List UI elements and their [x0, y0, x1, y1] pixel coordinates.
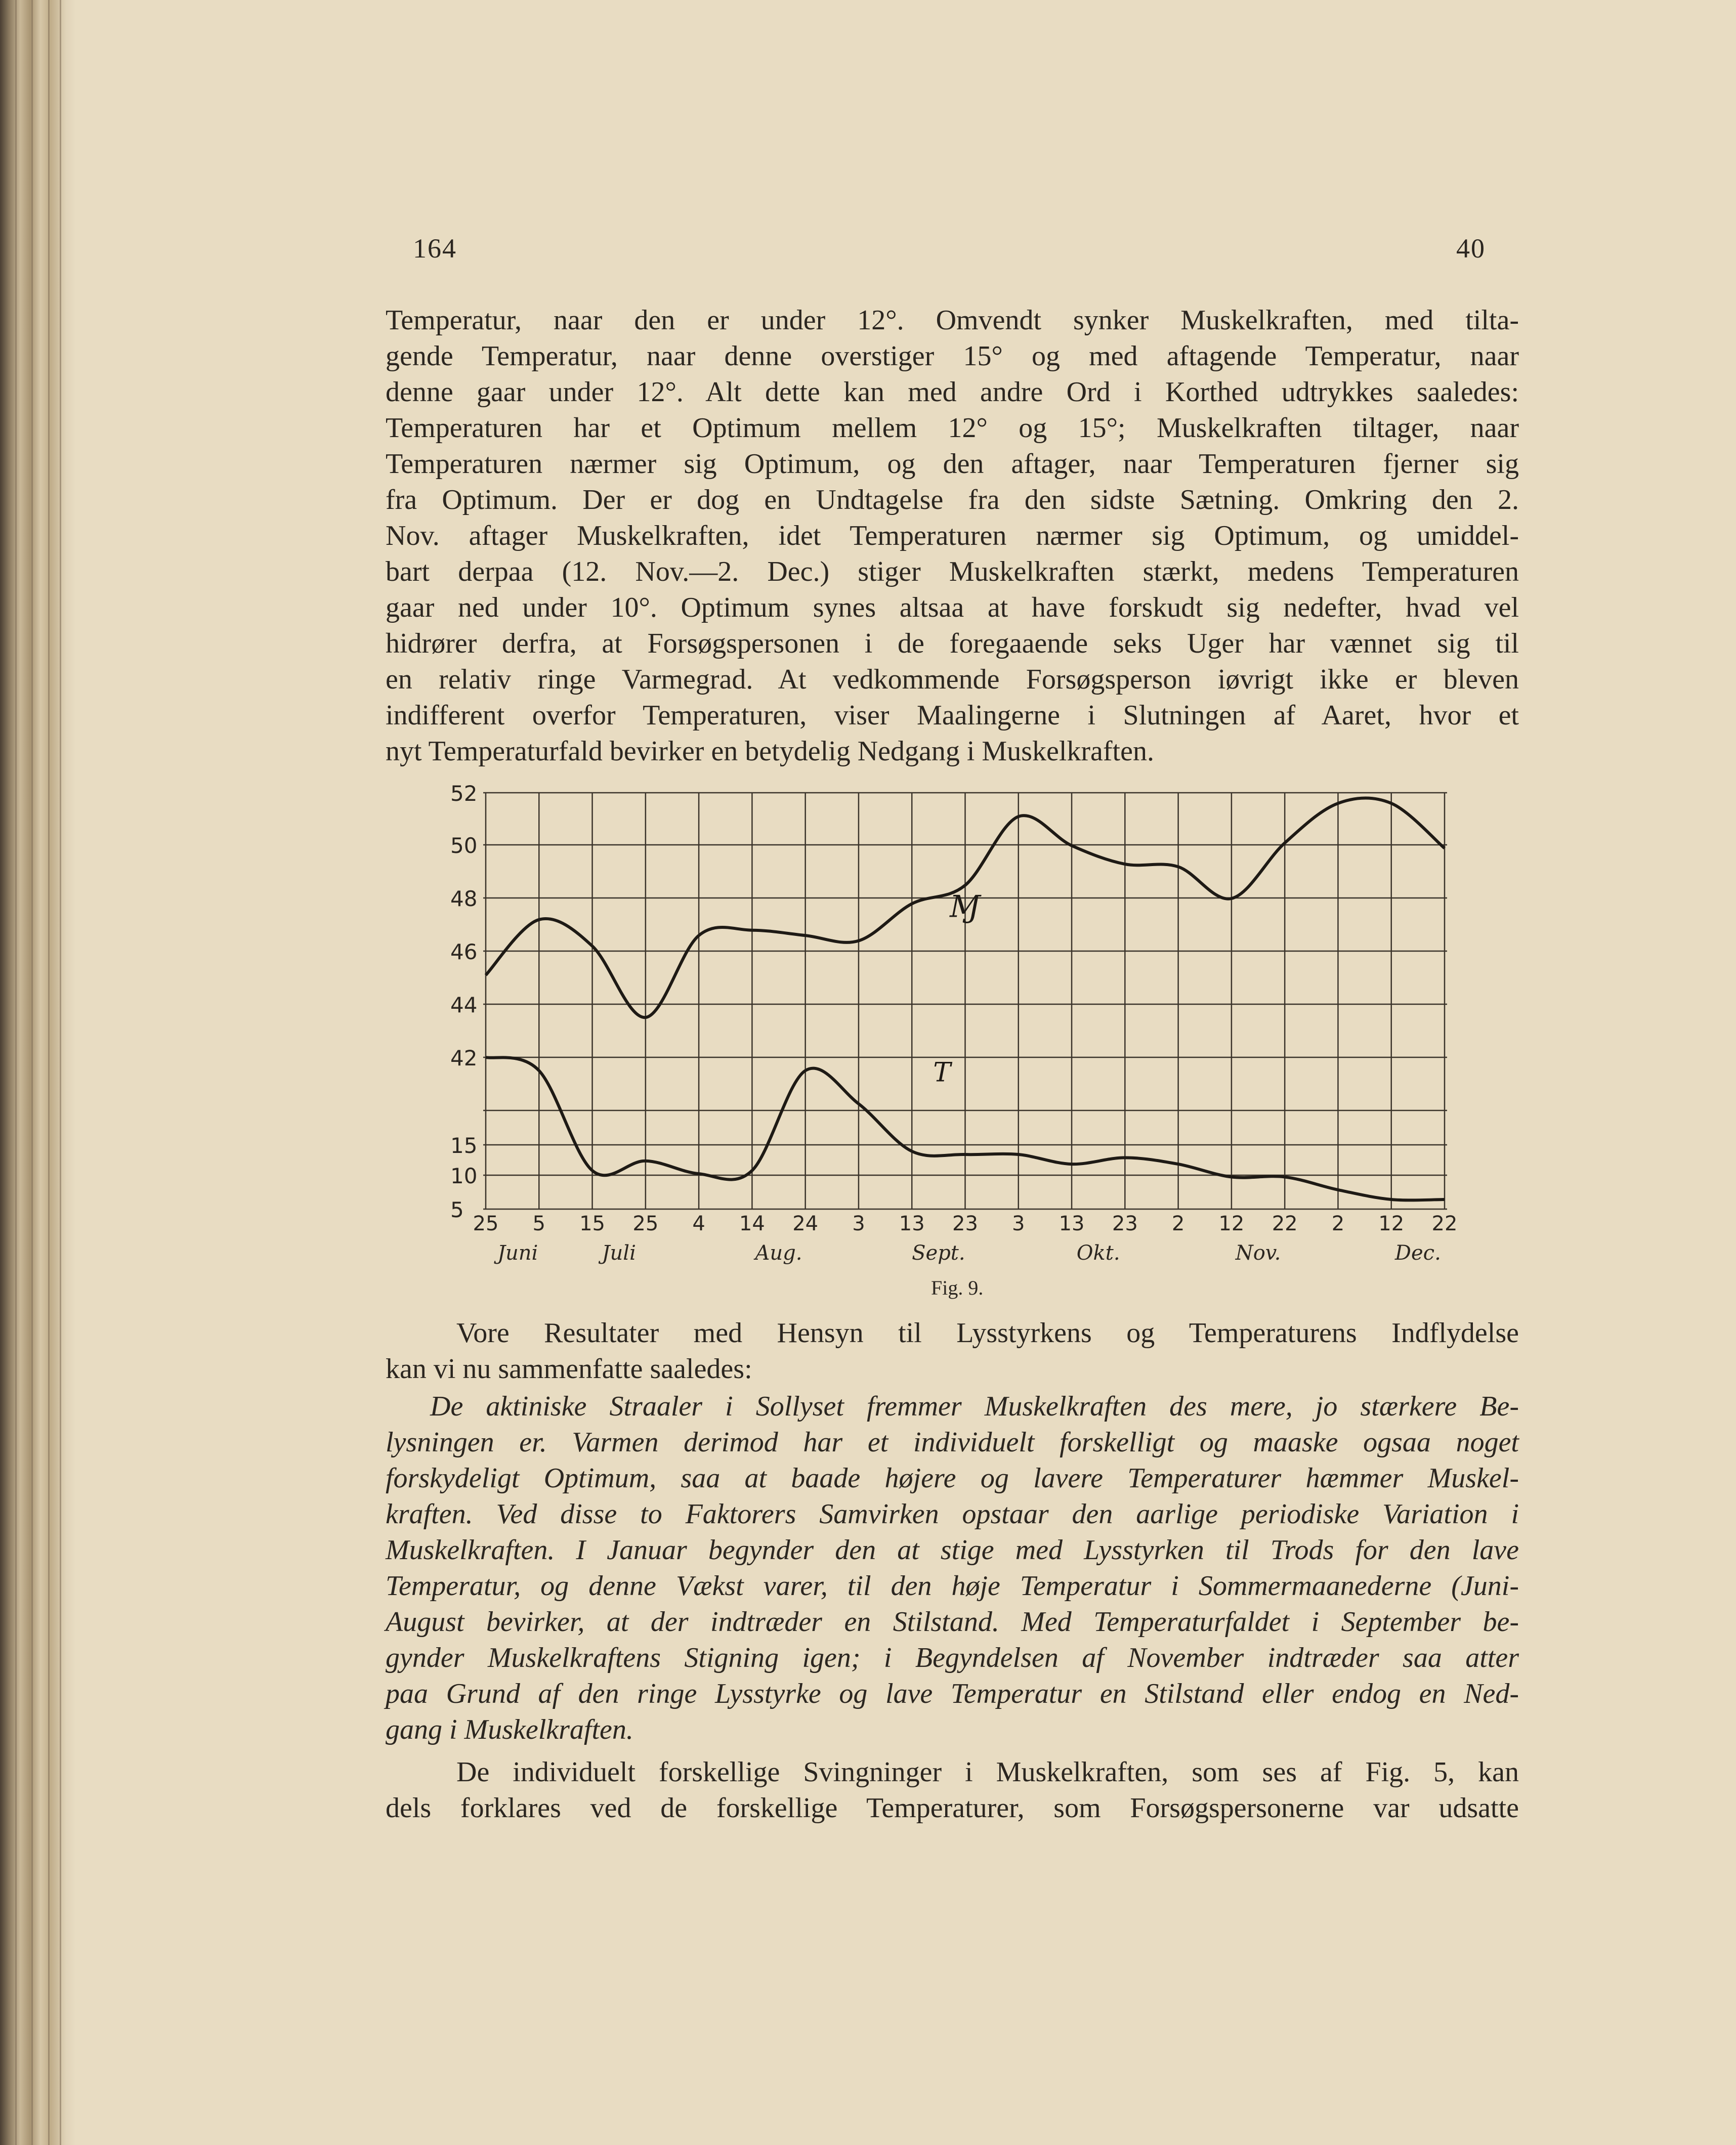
text-line: paa Grund af den ringe Lysstyrke og lave Temperatur en Stilstand eller endog en Ned- [386, 1678, 1519, 1709]
x-tick-label: 15 [579, 1212, 606, 1235]
series-label-muscle: Ɱ [949, 889, 981, 925]
text-line: bart derpaa (12. Nov.—2. Dec.) stiger Muskelkraften stærkt, medens Temperaturen [386, 556, 1519, 587]
x-tick-label: 22 [1272, 1212, 1298, 1235]
text-line: gynder Muskelkraftens Stigning igen; i Begyndelsen af November indtræder saa atter [386, 1642, 1519, 1674]
page-number-right: 40 [1456, 233, 1486, 264]
text-line: nyt Temperaturfald bevirker en betydelig Nedgang i Muskelkraften. [386, 736, 1154, 767]
y-tick-label: 10 [450, 1164, 478, 1188]
paragraph-4 [386, 1754, 1519, 1826]
text-line: kan vi nu sammenfatte saaledes: [386, 1353, 752, 1385]
x-tick-label: 13 [899, 1212, 925, 1235]
text-line: gang i Muskelkraften. [386, 1714, 633, 1745]
text-line: forskydeligt Optimum, saa at baade højere og lavere Temperaturer hæmmer Muskel- [386, 1463, 1519, 1494]
y-tick-label: 48 [450, 886, 478, 911]
month-label: Juli [602, 1241, 636, 1265]
text-line: Muskelkraften. I Januar begynder den at stige med Lysstyrken til Trods for den lave [386, 1534, 1519, 1566]
text-line: kraften. Ved disse to Faktorers Samvirken opstaar den aarlige periodiske Variation i [386, 1498, 1519, 1530]
x-tick-label: 12 [1378, 1212, 1405, 1235]
x-tick-label: 14 [739, 1212, 765, 1235]
text-line: lysningen er. Varmen derimod har et individuelt forskelligt og maaske ogsaa noget [386, 1427, 1519, 1458]
figure-9-chart [425, 782, 1467, 1282]
y-tick-label: 42 [450, 1046, 478, 1070]
x-tick-label: 2 [1331, 1212, 1345, 1235]
month-label: Sept. [912, 1241, 965, 1265]
text-line: gaar ned under 10°. Optimum synes altsaa at have forskudt sig nedefter, hvad vel [386, 592, 1519, 623]
x-tick-label: 2 [1171, 1212, 1185, 1235]
x-tick-label: 13 [1058, 1212, 1085, 1235]
month-label: Dec. [1394, 1241, 1441, 1265]
month-label: Okt. [1076, 1241, 1120, 1265]
x-tick-label: 25 [473, 1212, 499, 1235]
page-edge [0, 0, 76, 2145]
x-tick-label: 4 [692, 1212, 705, 1235]
y-tick-label: 44 [450, 993, 478, 1017]
text-line: dels forklares ved de forskellige Temperaturer, som Forsøgspersonerne var udsatte [386, 1792, 1519, 1824]
paragraph-conclusion [386, 1389, 1519, 1748]
text-line: Vore Resultater med Hensyn til Lysstyrkens og Temperaturens Indflydelse [456, 1317, 1519, 1349]
text-line: August bevirker, at der indtræder en Stilstand. Med Temperaturfaldet i September be- [386, 1606, 1519, 1638]
text-line: Nov. aftager Muskelkraften, idet Temperaturen nærmer sig Optimum, og umiddel- [386, 520, 1519, 551]
paragraph-1 [386, 303, 1519, 769]
text-line: hidrører derfra, at Forsøgspersonen i de foregaaende seks Uger har vænnet sig til [386, 628, 1519, 659]
x-tick-label: 3 [852, 1212, 865, 1235]
text-line: fra Optimum. Der er dog en Undtagelse fra den sidste Sætning. Omkring den 2. [386, 484, 1519, 516]
month-label: Aug. [755, 1241, 802, 1265]
x-tick-label: 12 [1218, 1212, 1245, 1235]
y-tick-label: 50 [450, 833, 478, 858]
paragraph-2 [386, 1315, 1519, 1387]
x-tick-label: 23 [952, 1212, 978, 1235]
month-label: Nov. [1235, 1241, 1281, 1265]
x-tick-label: 25 [632, 1212, 659, 1235]
text-line: gende Temperatur, naar denne overstiger 15° og med aftagende Temperatur, naar [386, 340, 1519, 372]
text-line: Temperaturen nærmer sig Optimum, og den aftager, naar Temperaturen fjerner sig [386, 448, 1519, 480]
text-line: De aktiniske Straaler i Sollyset fremmer Muskelkraften des mere, jo stærkere Be- [430, 1391, 1519, 1422]
month-labels [494, 1241, 1441, 1265]
x-axis-labels [473, 1212, 1458, 1235]
x-tick-label: 5 [532, 1212, 546, 1235]
text-line: denne gaar under 12°. Alt dette kan med andre Ord i Korthed udtrykkes saaledes: [386, 376, 1519, 408]
y-tick-label: 46 [450, 939, 478, 964]
month-label: Juni [497, 1241, 538, 1265]
text-line: Temperatur, og denne Vækst varer, til den høje Temperatur i Sommermaanederne (Juni- [386, 1570, 1519, 1602]
text-line: indifferent overfor Temperaturen, viser Maalingerne i Slutningen af Aaret, hvor et [386, 700, 1519, 731]
y-tick-label: 15 [450, 1133, 478, 1158]
y-tick-label: 52 [450, 782, 478, 806]
x-tick-label: 3 [1012, 1212, 1025, 1235]
text-line: en relativ ringe Varmegrad. At vedkommende Forsøgsperson iøvrigt ikke er bleven [386, 664, 1519, 695]
page-number-left: 164 [413, 233, 457, 264]
series-label-temperature: T [933, 1057, 951, 1088]
text-line: Temperaturen har et Optimum mellem 12° og 15°; Muskelkraften tiltager, naar [386, 412, 1519, 444]
x-tick-label: 22 [1431, 1212, 1458, 1235]
y-tick-label: 5 [450, 1197, 464, 1222]
x-tick-label: 24 [792, 1212, 819, 1235]
y-axis-labels [450, 782, 477, 1222]
text-line: De individuelt forskellige Svingninger i Muskelkraften, som ses af Fig. 5, kan [456, 1756, 1519, 1788]
x-tick-label: 23 [1112, 1212, 1138, 1235]
figure-caption: Fig. 9. [931, 1276, 984, 1299]
text-line: Temperatur, naar den er under 12°. Omvendt synker Muskelkraften, med tilta- [386, 305, 1519, 336]
